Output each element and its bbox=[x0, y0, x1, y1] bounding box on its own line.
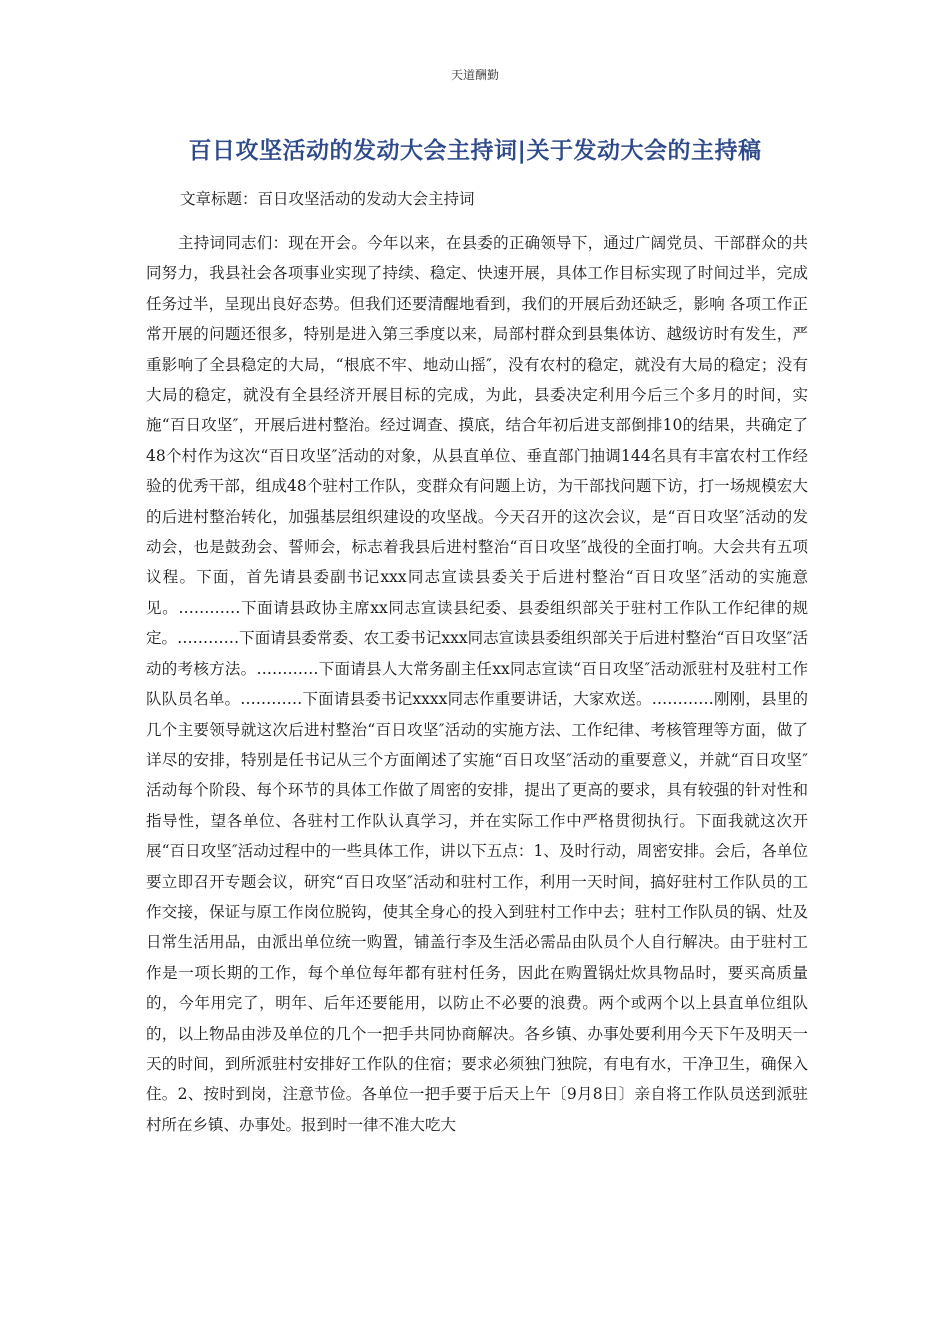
body-paragraph: 主持词同志们：现在开会。今年以来，在县委的正确领导下，通过广阔党员、干部群众的共同努力，我县社会各项事业实现了持续、稳定、快速开展，具体工作目标实现了时间过半，完成任务过半，呈现出良好态势。但我们还要清醒地看到，我们的开展后劲还缺乏，影响 各项工作正常开展的问题还很多，特别是进入第三季度以来，局部村群众到县集体访、越级访时有发生，严重影响了全县稳定的大局，“根底不牢、地动山摇″，没有农村的稳定，就没有大局的稳定；没有大局的稳定，就没有全县经济开展目标的完成，为此，县委决定利用今后三个多月的时间，实施“百日攻坚″，开展后进村整治。经过调查、摸底，结合年初后进支部倒排10的结果，共确定了48个村作为这次“百日攻坚″活动的对象，从县直单位、垂直部门抽调144名具有丰富农村工作经验的优秀干部，组成48个驻村工作队，变群众有问题上访，为干部找问题下访，打一场规模宏大的后进村整治转化，加强基层组织建设的攻坚战。今天召开的这次会议，是“百日攻坚″活动的发动会，也是鼓劲会、誓师会，标志着我县后进村整治“百日攻坚″战役的全面打响。大会共有五项议程。下面，首先请县委副书记xxx同志宣读县委关于后进村整治“百日攻坚″活动的实施意见。…………下面请县政协主席xx同志宣读县纪委、县委组织部关于驻村工作队工作纪律的规定。…………下面请县委常委、农工委书记xxx同志宣读县委组织部关于后进村整治“百日攻坚″活动的考核方法。…………下面请县人大常务副主任xx同志宣读“百日攻坚″活动派驻村及驻村工作队队员名单。…………下面请县委书记xxxx同志作重要讲话，大家欢送。…………刚刚，县里的几个主要领导就这次后进村整治“百日攻坚″活动的实施方法、工作纪律、考核管理等方面，做了详尽的安排，特别是任书记从三个方面阐述了实施“百日攻坚″活动的重要意义，并就“百日攻坚″活动每个阶段、每个环节的具体工作做了周密的安排，提出了更高的要求，具有较强的针对性和指导性，望各单位、各驻村工作队认真学习，并在实际工作中严格贯彻执行。下面我就这次开展“百日攻坚″活动过程中的一些具体工作，讲以下五点：1、及时行动，周密安排。会后，各单位要立即召开专题会议，研究“百日攻坚″活动和驻村工作，利用一天时间，搞好驻村工作队员的工作交接，保证与原工作岗位脱钩，使其全身心的投入到驻村工作中去；驻村工作队员的锅、灶及日常生活用品，由派出单位统一购置，铺盖行李及生活必需品由队员个人自行解决。由于驻村工作是一项长期的工作，每个单位每年都有驻村任务，因此在购置锅灶炊具物品时，要买高质量的，今年用完了，明年、后年还要能用，以防止不必要的浪费。两个或两个以上县直单位组队的，以上物品由涉及单位的几个一把手共同协商解决。各乡镇、办事处要利用今天下午及明天一天的时间，到所派驻村安排好工作队的住宿；要求必须独门独院，有电有水，干净卫生，确保入住。2、按时到岗，注意节俭。各单位一把手要于后天上午〔9月8日〕亲自将工作队员送到派驻村所在乡镇、办事处。报到时一律不准大吃大 bbox=[146, 234, 808, 1134]
document-title: 百日攻坚活动的发动大会主持词|关于发动大会的主持稿 bbox=[188, 138, 762, 164]
article-subtitle: 文章标题：百日攻坚活动的发动大会主持词 bbox=[180, 190, 475, 208]
page-header: 天道酬勤 bbox=[450, 68, 499, 82]
